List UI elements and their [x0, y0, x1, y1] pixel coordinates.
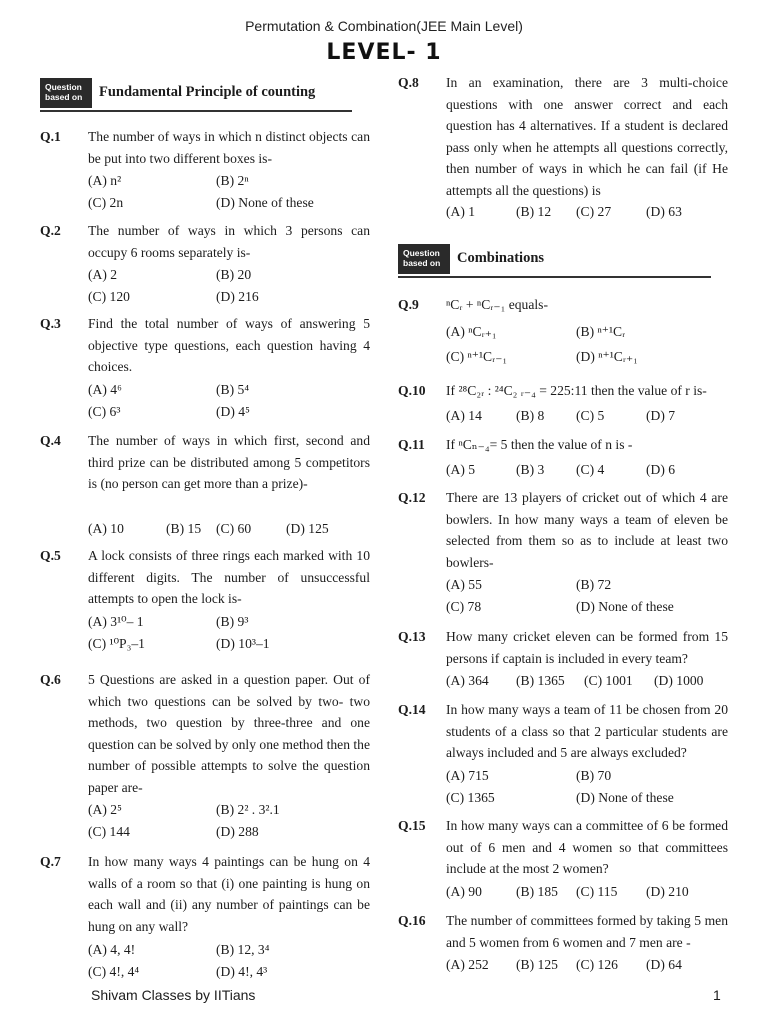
question-text: The number of committees formed by taking 5 men and 5 women from 6 women and 7 men are -	[446, 913, 728, 950]
option-a: (A) 4, 4!	[88, 942, 136, 957]
option-d: (D) 210	[646, 884, 689, 899]
option-a: (A) 364	[446, 673, 489, 688]
question-number: Q.13	[398, 629, 426, 644]
question-number: Q.1	[40, 129, 61, 144]
question-text: The number of ways in which 3 persons can occupy 6 rooms separately is-	[88, 223, 370, 260]
section-divider	[40, 110, 352, 112]
option-a: (A) 10	[88, 521, 124, 536]
question-number: Q.7	[40, 854, 61, 869]
option-b: (B) 12	[516, 204, 552, 219]
option-d: (D) None of these	[216, 195, 314, 210]
option-c: (C) 6³	[88, 404, 121, 419]
option-a: (A) 715	[446, 768, 489, 783]
option-a: (A) 2⁵	[88, 802, 122, 817]
question-text: The number of ways in which n distinct objects can be put into two different boxes is-	[88, 129, 370, 166]
question-text: In how many ways a team of 11 be chosen from 20 students of a class so that 2 particular students are always included and 5 are always excluded?	[446, 702, 728, 760]
option-b: (B) 2² . 3².1	[216, 802, 280, 817]
option-d: (D) None of these	[576, 790, 674, 805]
section-badge: Question based on	[40, 78, 92, 108]
option-a: (A) 1	[446, 204, 476, 219]
option-a: (A) ⁿCᵣ₊₁	[446, 324, 497, 339]
question-number: Q.2	[40, 223, 61, 238]
option-b: (B) 20	[216, 267, 252, 282]
question-number: Q.8	[398, 75, 419, 90]
question-number: Q.15	[398, 818, 426, 833]
question-text: A lock consists of three rings each marked with 10 different digits. The number of unsuccessful attempts to open the lock is-	[88, 548, 370, 606]
option-c: (C) 60	[216, 521, 252, 536]
option-c: (C) 4!, 4⁴	[88, 964, 140, 979]
question-text: Find the total number of ways of answering 5 objective type questions, each question having 4 choices.	[88, 316, 370, 374]
option-d: (D) 1000	[654, 673, 704, 688]
question-text: How many cricket eleven can be formed from 15 persons if captain is included in every team?	[446, 629, 728, 666]
option-b: (B) 12, 3⁴	[216, 942, 270, 957]
option-c: (C) 115	[576, 884, 618, 899]
question-text: If ²⁸C₂ᵣ : ²⁴C₂ ᵣ₋₄ = 225:11 then the value of r is-	[446, 383, 707, 398]
question-text: ⁿCᵣ + ⁿCᵣ₋₁ equals-	[446, 297, 548, 312]
section-header-combinations	[398, 244, 711, 278]
option-d: (D) 125	[286, 521, 329, 536]
option-d: (D) None of these	[576, 599, 674, 614]
option-b: (B) 3	[516, 462, 545, 477]
section-badge: Question based on	[398, 244, 450, 274]
option-c: (C) ⁿ⁺¹Cᵣ₋₁	[446, 349, 508, 364]
option-d: (D) 63	[646, 204, 682, 219]
option-c: (C) 27	[576, 204, 612, 219]
footer-publisher: Shivam Classes by IITians	[91, 987, 256, 1003]
question-number: Q.6	[40, 672, 61, 687]
question-text: 5 Questions are asked in a question paper. Out of which two questions can be solved by two- two methods, two question by three-three and one question can be solved by only one method then the number of possible attempts to solve the question paper are-	[88, 672, 371, 795]
option-c: (C) 1001	[584, 673, 633, 688]
option-c: (C) 5	[576, 408, 605, 423]
question-text: In how many ways can a committee of 6 be formed out of 6 men and 4 women so that committees include at the most 2 women?	[446, 818, 728, 876]
question-text: The number of ways in which first, second and third prize can be distributed among 5 competitors is (no person can get more than a prize)-	[88, 433, 370, 491]
question-number: Q.5	[40, 548, 61, 563]
option-d: (D) 10³–1	[216, 636, 270, 651]
option-c: (C) 126	[576, 957, 618, 972]
option-a: (A) 55	[446, 577, 482, 592]
option-b: (B) 72	[576, 577, 612, 592]
question-number: Q.12	[398, 490, 426, 505]
option-d: (D) ⁿ⁺¹Cᵣ₊₁	[576, 349, 638, 364]
option-a: (A) 14	[446, 408, 482, 423]
section-header-fundamental	[40, 78, 352, 112]
level-heading: LEVEL- 1	[326, 40, 442, 65]
option-a: (A) 4⁶	[88, 382, 122, 397]
question-number: Q.11	[398, 437, 425, 452]
option-c: (C) 78	[446, 599, 482, 614]
page-number: 1	[713, 987, 721, 1003]
section-title: Fundamental Principle of counting	[99, 84, 316, 100]
option-d: (D) 6	[646, 462, 676, 477]
option-a: (A) n²	[88, 173, 122, 188]
question-text: In how many ways 4 paintings can be hung on 4 walls of a room so that (i) one painting is hung on each wall and (ii) any number of paintings can be hung on any wall?	[88, 854, 370, 934]
option-c: (C) 2n	[88, 195, 124, 210]
option-b: (B) 1365	[516, 673, 565, 688]
option-b: (B) 15	[166, 521, 202, 536]
option-d: (D) 288	[216, 824, 259, 839]
option-c: (C) ¹⁰P₃–1	[88, 636, 145, 651]
question-number: Q.10	[398, 383, 426, 398]
question-text: In an examination, there are 3 multi-choice questions with one answer correct and each question has 4 alternatives. If a student is declared pass only when he attempts all questions correctly, then number of ways in which he can fail (if He attempts all the questions) is	[446, 75, 728, 198]
question-number: Q.14	[398, 702, 426, 717]
option-d: (D) 4!, 4³	[216, 964, 268, 979]
option-b: (B) 9³	[216, 614, 249, 629]
option-d: (D) 64	[646, 957, 682, 972]
option-c: (C) 4	[576, 462, 605, 477]
option-c: (C) 1365	[446, 790, 495, 805]
question-number: Q.4	[40, 433, 61, 448]
option-b: (B) 185	[516, 884, 558, 899]
option-d: (D) 216	[216, 289, 259, 304]
option-b: (B) 5⁴	[216, 382, 250, 397]
question-text: If ⁿCₙ₋₄= 5 then the value of n is -	[446, 437, 633, 452]
question-text: There are 13 players of cricket out of which 4 are bowlers. In how many ways a team of eleven be selected from them so as to include at least two bowlers-	[446, 490, 728, 570]
question-number: Q.3	[40, 316, 61, 331]
question-number: Q.16	[398, 913, 426, 928]
option-a: (A) 5	[446, 462, 476, 477]
option-a: (A) 3¹⁰– 1	[88, 614, 144, 629]
option-b: (B) 8	[516, 408, 545, 423]
section-divider	[398, 276, 711, 278]
option-b: (B) 70	[576, 768, 612, 783]
option-d: (D) 7	[646, 408, 676, 423]
option-a: (A) 90	[446, 884, 482, 899]
question-number: Q.9	[398, 297, 419, 312]
option-b: (B) 2ⁿ	[216, 173, 249, 188]
option-a: (A) 2	[88, 267, 118, 282]
page-header-title: Permutation & Combination(JEE Main Level)	[245, 18, 523, 34]
section-title: Combinations	[457, 250, 545, 266]
option-c: (C) 120	[88, 289, 130, 304]
option-b: (B) 125	[516, 957, 558, 972]
option-a: (A) 252	[446, 957, 489, 972]
option-d: (D) 4⁵	[216, 404, 250, 419]
option-b: (B) ⁿ⁺¹Cᵣ	[576, 324, 626, 339]
option-c: (C) 144	[88, 824, 130, 839]
